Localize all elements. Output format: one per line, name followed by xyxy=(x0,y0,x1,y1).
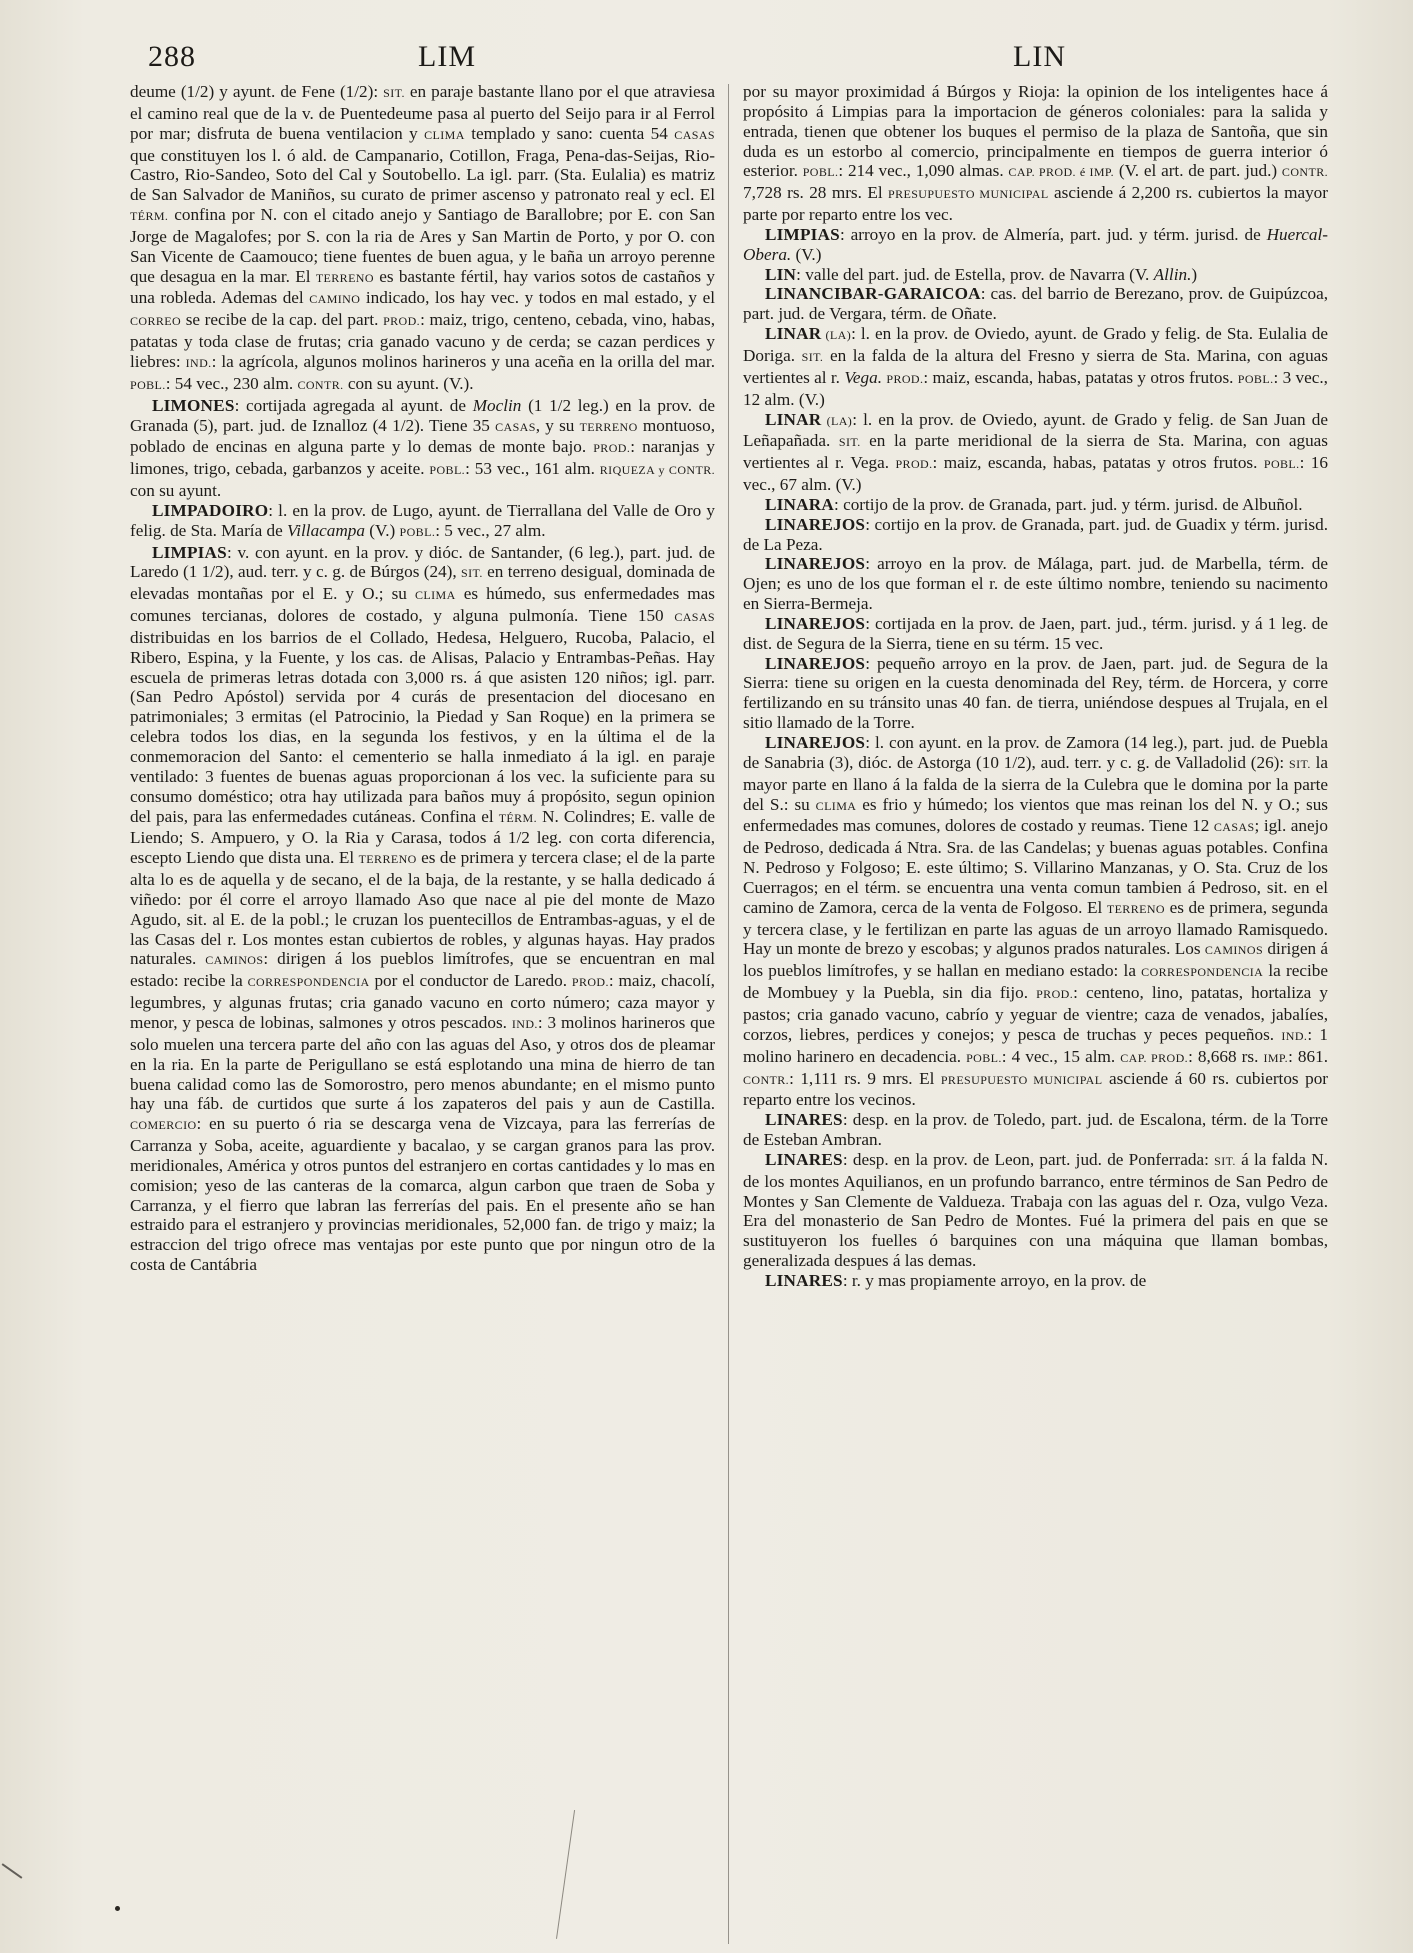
entry-text: con su ayunt. xyxy=(130,481,222,501)
entry-text: por su mayor proximidad á Búrgos y Rioja: la opinion de los inteligentes hace á propósito á Limpias para la importacion de géneros coloniales: para la salida y entrada, tienen que obtener los buques el permiso de la plaza de Santoña, que sin duda es un estorbo al comercio, principalmente en tiempos de guerra interior ó esterior. xyxy=(743,82,1328,181)
entry-text: : desp. en la prov. de Leon, part. jud. de Ponferrada: xyxy=(842,1149,1215,1169)
entry-headword: LINARES xyxy=(765,1270,843,1290)
entry-headword: LINAREJOS xyxy=(765,733,866,752)
entry-abbreviation: POBL. xyxy=(966,1050,1002,1065)
entry-text: : 54 vec., 230 alm. xyxy=(165,373,298,393)
entry-headword: LINANCIBAR-GARAICOA xyxy=(765,284,981,304)
entry-text: : la agrícola, algunos molinos harineros y una aceña en la orilla del mar. xyxy=(211,351,715,371)
entry-text: : l. en la prov. de Lugo, ayunt. de Tierrallana del Valle de Oro y felig. de Sta. María de xyxy=(130,500,715,540)
entry-text: : arroyo en la prov. de Almería, part. jud. y térm. jurisd. de xyxy=(839,224,1267,244)
dictionary-entry xyxy=(743,515,1328,555)
dictionary-entry xyxy=(743,1110,1328,1150)
entry-abbreviation: SIT. xyxy=(383,86,405,100)
entry-text: : r. y mas propiamente arroyo, en la prov. de xyxy=(842,1270,1147,1290)
entry-text: : cortijada agregada al ayunt. de xyxy=(234,395,473,415)
entry-abbreviation: TERRENO xyxy=(315,270,374,285)
continued-entry xyxy=(743,82,1328,225)
entry-abbreviation: POBL. xyxy=(1237,371,1274,386)
entry-text: : maiz, escanda, habas, patatas y otros frutos. xyxy=(923,367,1238,387)
entry-abbreviation: (LA) xyxy=(821,328,852,343)
entry-abbreviation: PRESUPUESTO MUNICIPAL xyxy=(940,1072,1103,1087)
entry-abbreviation: SIT. xyxy=(1289,756,1311,771)
entry-text: : cortijada en la prov. de Jaen, part. jud., térm. jurisd. y á 1 leg. de dist. de Segura de la Sierra, tiene en su térm. 15 vec. xyxy=(743,613,1328,653)
entry-abbreviation: PROD. xyxy=(895,457,933,472)
dictionary-entry xyxy=(743,1271,1328,1291)
entry-text: la mayor parte en llano á la falda de la sierra de la Culebra que le domina por la parte del S.: su xyxy=(743,752,1328,814)
entry-text: : cortijo de la prov. de Granada, part. jud. y térm. jurisd. de Albuñol. xyxy=(834,494,1303,514)
dictionary-entry xyxy=(743,495,1328,515)
entry-text: en terreno desigual, dominada de elevadas montañas por el E. y O.; su xyxy=(130,562,715,604)
entry-headword: LINAREJOS xyxy=(765,653,866,673)
entry-reference: Villacampa xyxy=(287,520,365,540)
entry-abbreviation: PROD. xyxy=(593,441,631,456)
entry-text: : 1 molino harinero en decadencia. xyxy=(743,1024,1328,1066)
entry-text: es bastante fértil, hay varios sotos de castaños y una robleda. Ademas del xyxy=(130,266,715,308)
entry-headword: LINAREJOS xyxy=(765,514,866,534)
entry-text: : centeno, lino, patatas, hortaliza y pastos; cria ganado vacuno, cabrío y yeguar de vientre; caza de venados, jabalíes, corzos, liebres, perdices y conejos; y pesca de truchas y peces pequeños. xyxy=(743,983,1328,1044)
dictionary-entry xyxy=(743,324,1328,409)
entry-abbreviation: PROD. xyxy=(1036,987,1074,1002)
entry-text: : 4 vec., 15 alm. xyxy=(1001,1046,1121,1066)
entry-abbreviation: CAP. PROD. xyxy=(1120,1050,1189,1065)
left-running-head: LIM xyxy=(418,40,476,73)
entry-abbreviation: CAMINOS xyxy=(205,953,264,968)
entry-text: ) xyxy=(1191,264,1198,284)
ink-dot xyxy=(115,1906,120,1911)
entry-text: : desp. en la prov. de Toledo, part. jud. de Escalona, térm. de la Torre de Esteban Ambran. xyxy=(743,1110,1328,1150)
entry-headword: LIMONES xyxy=(152,395,235,415)
entry-abbreviation: CORRESPONDENCIA xyxy=(1141,965,1264,980)
left-column xyxy=(130,82,715,1275)
entry-abbreviation: CASAS xyxy=(495,419,536,434)
entry-text: : v. con ayunt. en la prov. y dióc. de Santander, (6 leg.), part. jud. de Laredo (1 1/2), aud. terr. y c. g. de Búrgos (24), xyxy=(130,542,715,582)
entry-text: se recibe de la cap. del part. xyxy=(181,310,384,330)
entry-text: indicado, los hay vec. y todos en mal estado, y el xyxy=(360,288,715,308)
entry-abbreviation: (LA) xyxy=(821,413,853,428)
entry-text: asciende á 2,200 rs. cubiertos la mayor parte por reparto entre los vec. xyxy=(743,183,1328,225)
entry-abbreviation: TERRENO xyxy=(579,419,638,434)
entry-abbreviation: CLIMA xyxy=(414,588,456,603)
entry-abbreviation: TÉRM. xyxy=(130,209,169,224)
entry-text: : 3 vec., 12 alm. (V.) xyxy=(743,367,1328,409)
page-number: 288 xyxy=(148,40,196,73)
dictionary-entry xyxy=(130,501,715,543)
entry-reference: Moclin xyxy=(472,395,522,415)
entry-abbreviation: CLIMA xyxy=(424,127,465,142)
page-edge-mark xyxy=(2,1863,23,1878)
entry-text: confina por N. con el citado anejo y Santiago de Barallobre; por E. con San Jorge de Magalofes; por S. con la ria de Ares y San Martin de Porto, y por O. con San Vicente de Caamouco; tiene fuentes de buen agua, y le baña un arroyo perenne que desagua en la mar. El xyxy=(130,205,715,286)
entry-abbreviation: TERRENO xyxy=(358,852,417,867)
entry-text: que constituyen los l. ó ald. de Campanario, Cotillon, Fraga, Pena-das-Seijas, Rio-Castro, Rio-Sandeo, Soto del Cal y Soutobello. La igl. parr. (Sta. Eulalia) es matriz de San Salvador de Maniños, su curato de primer ascenso y patronato real y ecl. El xyxy=(130,145,715,205)
entry-text: : en su puerto ó ria se descarga vena de Vizcaya, para las ferrerías de Carranza y Soba, aceite, aguardiente y bacalao, y se cargan granos para las prov. meridionales, América y otros puntos del estranjero en cortas cantidades y lo mas en comision; yeso de las canteras de la comarca, algun carbon que traen de Soba y Carranza, y el fierro que labran las ferrerías del pais. En el presente año se han estraido para el estranjero y provincias meridionales, 52,000 fan. de trigo y maiz; la estraccion del trigo ofrece mas ventajas por este punto que por ningun otro de la costa de Cantábria xyxy=(130,1114,715,1275)
entry-text: : maiz, chacolí, legumbres, y algunas frutas; cria ganado vacuno en corto número; caza mayor y menor, y pesca de lobinas, salmones y otros pescados. xyxy=(130,971,715,1032)
entry-headword: LIMPADOIRO xyxy=(152,500,269,520)
entry-headword: LINARA xyxy=(765,494,835,514)
entry-abbreviation: TERRENO xyxy=(1106,901,1165,916)
entry-abbreviation: IMP. xyxy=(1263,1050,1289,1065)
entry-abbreviation: IND. xyxy=(185,355,212,370)
entry-text: distribuidas en los barrios de el Collado, Hedesa, Helguero, Rucoba, Palacio, el Ribero, Espina, y la Fuente, y los cas. de Alisas, Palacio y Entrambas-Peñas. Hay escuela de primeras letras dotada con 3,000 rs. á que asisten 120 niños; igl. parr. (San Pedro Apóstol) servida por 4 curás de presentacion del diocesano en patrimoniales; 3 ermitas (el Patrocinio, la Piedad y San Roque) en la primera se celebra todos los dias, en la segunda los festivos, y en la última el de la conmemoracion del Santo: el cementerio se halla inmediato á la igl. en paraje ventilado: 3 fuentes de buenas aguas proporcionan á los vec. la suficiente para su consumo doméstico; otra hay utilizada para baños muy á propósito, segun opinion del pais, para las enfermedades cutáneas. Confina el xyxy=(130,627,715,826)
entry-abbreviation: CONTR. xyxy=(1281,165,1328,180)
entry-abbreviation: POBL. xyxy=(399,524,436,539)
entry-text: es frio y húmedo; los vientos que mas reinan los del N. y O.; sus enfermedades mas comunes, dolores de costado y reumas. Tiene 12 xyxy=(743,794,1328,836)
entry-text: : arroyo en la prov. de Málaga, part. jud. de Marbella, térm. de Ojen; es uno de los que forman el r. de este último nombre, teniendo su nacimento en Sierra-Bermeja. xyxy=(743,554,1328,614)
entry-abbreviation: CONTR. xyxy=(297,377,344,392)
entry-reference: Vega. xyxy=(844,367,883,387)
entry-abbreviation: CASAS xyxy=(674,610,715,625)
entry-abbreviation: POBL. xyxy=(130,377,166,392)
entry-abbreviation: SIT. xyxy=(1214,1153,1236,1168)
dictionary-entry xyxy=(130,543,715,1275)
entry-text: 7,728 rs. 28 mrs. El xyxy=(743,183,889,203)
entry-text: : l. en la prov. de Oviedo, ayunt. de Grado y felig. de Sta. Eulalia de Doriga. xyxy=(743,324,1328,365)
entry-text: es de primera, segunda y tercera clase, y le fertilizan en parte las aguas de un arroyo llamado Ramisquedo. Hay un monte de brezo y escobas; y algunos prados naturales. Los xyxy=(743,897,1328,959)
entry-abbreviation: CAMINO xyxy=(309,292,361,307)
entry-abbreviation: CORRESPONDENCIA xyxy=(247,975,370,990)
entry-headword: LINAR xyxy=(765,324,822,344)
entry-text: montuoso, poblado de encinas en alguna parte y lo demas de monte bajo. xyxy=(130,415,716,457)
entry-headword: LINAREJOS xyxy=(765,613,866,633)
entry-text: (V.) xyxy=(365,520,400,540)
entry-abbreviation: CLIMA xyxy=(815,798,857,813)
entry-text: : l. en la prov. de Oviedo, ayunt. de Grado y felig. de San Juan de Leñapañada. xyxy=(743,409,1328,451)
entry-reference: Huercal-Obera. xyxy=(743,224,1328,264)
entry-text: , y su xyxy=(535,415,580,435)
entry-abbreviation: IND. xyxy=(1281,1028,1308,1043)
entry-text: por el conductor de Laredo. xyxy=(369,971,572,991)
right-column xyxy=(743,82,1328,1291)
entry-text: en paraje bastante llano por el que atraviesa el camino real que de la v. de Puentedeume pasa al puerto del Seijo para ir al Ferrol por mar; disfruta de buena ventilacion y xyxy=(130,82,715,143)
entry-headword: LINAR xyxy=(765,409,822,429)
entry-text: asciende á 60 rs. cubiertos por reparto entre los vecinos. xyxy=(743,1068,1329,1110)
pen-mark xyxy=(556,1810,583,1940)
entry-text: : l. con ayunt. en la prov. de Zamora (14 leg.), part. jud. de Puebla de Sanabria (3), dióc. de Astorga (10 1/2), aud. terr. y c. g. de Valladolid (26): xyxy=(743,733,1328,772)
entry-abbreviation: RIQUEZA y CONTR. xyxy=(599,463,715,478)
entry-text: (1 1/2 leg.) en la prov. de Granada (5), part. jud. de Iznalloz (4 1/2). Tiene 35 xyxy=(130,395,715,435)
entry-abbreviation: PRESUPUESTO MUNICIPAL xyxy=(888,187,1049,202)
dictionary-entry xyxy=(743,733,1328,1110)
entry-text: á la falda N. de los montes Aquilianos, en un profundo barranco, entre términos de San Pedro de Montes y San Clemente de Valdueza. Trabaja con las aguas del r. Oza, vulgo Veza. Era del monasterio de San Pedro de Montes. Fué la primera del pais en que se sustituyeron los fuelles ó barquines con una máquina que llaman bombas, generalizada despues á las demas. xyxy=(743,1149,1328,1271)
entry-headword: LIMPIAS xyxy=(152,542,227,562)
entry-text: (V.) xyxy=(791,244,822,264)
entry-abbreviation: CASAS xyxy=(674,127,715,142)
entry-headword: LINARES xyxy=(765,1149,843,1169)
entry-text: templado y sano: cuenta 54 xyxy=(464,123,675,143)
entry-abbreviation: TÉRM. xyxy=(498,810,538,825)
entry-abbreviation: CASAS xyxy=(1213,820,1255,835)
dictionary-entry xyxy=(743,225,1328,265)
entry-text: N. Colindres; E. valle de Liendo; S. Ampuero, y O. la Ria y Carasa, todos á 1/2 leg. con corta diferencia, escepto Liendo que dista una. El xyxy=(130,806,715,868)
dictionary-entry xyxy=(743,410,1328,495)
entry-abbreviation: SIT. xyxy=(461,566,483,581)
dictionary-entry xyxy=(743,1150,1328,1271)
entry-abbreviation: POBL. xyxy=(1263,457,1300,472)
entry-text: : 16 vec., 67 alm. (V.) xyxy=(743,453,1328,495)
entry-text: con su ayunt. (V.). xyxy=(343,373,474,393)
entry-abbreviation: CORREO xyxy=(130,314,182,329)
entry-text: : 1,111 rs. 9 mrs. El xyxy=(789,1068,941,1088)
entry-text: : 214 vec., 1,090 almas. xyxy=(838,161,1009,181)
entry-headword: LIMPIAS xyxy=(765,224,840,244)
entry-abbreviation: IND. xyxy=(511,1016,538,1031)
entry-text: en la falda de la altura del Fresno y sierra de Sta. Marina, con aguas vertientes al r. xyxy=(743,345,1328,387)
entry-text: : 53 vec., 161 alm. xyxy=(465,459,600,479)
dictionary-entry xyxy=(743,284,1328,324)
entry-text: : cas. del barrio de Berezano, prov. de Guipúzcoa, part. jud. de Vergara, térm. de Oñate. xyxy=(743,284,1328,324)
dictionary-entry xyxy=(743,265,1328,285)
entry-text: : naranjas y limones, trigo, cebada, garbanzos y aceite. xyxy=(130,437,715,479)
column-divider xyxy=(728,84,729,1944)
entry-text: la recibe de Mombuey y la Puebla, sin dia fijo. xyxy=(743,961,1328,1003)
entry-text: : maiz, escanda, habas, patatas y otros frutos. xyxy=(932,453,1264,473)
entry-text: : 861. xyxy=(1288,1046,1329,1066)
continued-entry xyxy=(130,82,715,396)
entry-abbreviation: CAMINOS xyxy=(1204,943,1264,958)
entry-text: es húmedo, sus enfermedades mas comunes tercianas, dolores de costado, y alguna pulmonía. Tiene 150 xyxy=(130,584,715,626)
dictionary-entry xyxy=(743,614,1328,654)
entry-headword: LIN xyxy=(765,264,797,284)
dictionary-entry xyxy=(743,654,1328,733)
dictionary-entry xyxy=(130,396,715,501)
entry-text: deume (1/2) y ayunt. de Fene (1/2): xyxy=(130,82,384,101)
entry-text: : dirigen á los pueblos limítrofes, que se encuentran en mal estado: recibe la xyxy=(130,949,715,991)
entry-abbreviation: PROD. xyxy=(383,314,421,329)
entry-abbreviation: CONTR. xyxy=(743,1072,790,1087)
entry-text: ; igl. anejo de Pedroso, dedicada á Ntra. Sra. de las Candelas; y buenas aguas potables. Confina N. Pedroso y Folgoso; E. este último; S. Villarino Manzanas, y O. Sta. Cruz de los Cuerragos; en el térm. se encuentra una venta comun tambien á Pedroso, sit. en el camino de Zamora, cerca de la venta de Folgoso. El xyxy=(743,816,1328,917)
right-running-head: LIN xyxy=(1013,40,1066,73)
entry-text: : valle del part. jud. de Estella, prov. de Navarra (V. xyxy=(796,264,1154,284)
entry-abbreviation: CAP. PROD. é IMP. xyxy=(1008,165,1115,180)
entry-text: dirigen á los pueblos limítrofes, y se hallan en mediano estado: la xyxy=(743,939,1328,981)
entry-text: : 8,668 rs. xyxy=(1188,1046,1264,1066)
entry-text: : cortijo en la prov. de Granada, part. jud. de Guadix y térm. jurisd. de La Peza. xyxy=(743,514,1328,554)
page-header xyxy=(0,40,1413,80)
entry-text: (V. el art. de part. jud.) xyxy=(1114,161,1282,181)
entry-text: : 5 vec., 27 alm. xyxy=(435,520,546,540)
entry-abbreviation: POBL. xyxy=(802,165,839,180)
entry-text: : 3 molinos harineros que solo muelen una tercera parte del año con las aguas del Aso, y otros dos de pleamar en la ria. En la parte de Perigullano se está esplotando una mina de hierro de tan buena calidad como las de Somorostro, pero menos abundante; en el mismo punto hay una fáb. de curtidos que surte á los zapateros del pais y aun de Castilla. xyxy=(130,1012,715,1114)
entry-abbreviation: PROD. xyxy=(571,975,609,990)
entry-text: en la parte meridional de la sierra de Sta. Marina, con aguas vertientes al r. Vega. xyxy=(743,431,1328,473)
entry-text: : pequeño arroyo en la prov. de Jaen, part. jud. de Segura de la Sierra: tiene su origen en la cuesta denominada del Rey, térm. de Horcera, y corre fertilizando en su tránsito unas 40 fan. de tierra, uniéndose despues al Trujala, en el sitio llamado de la Torre. xyxy=(743,653,1328,733)
entry-headword: LINAREJOS xyxy=(765,554,866,574)
entry-abbreviation: POBL. xyxy=(429,463,466,478)
entry-abbreviation: SIT. xyxy=(838,435,861,450)
dictionary-entry xyxy=(743,554,1328,614)
entry-abbreviation: PROD. xyxy=(886,371,924,386)
entry-reference: Allin. xyxy=(1153,264,1192,284)
entry-abbreviation: COMERCIO xyxy=(130,1118,197,1133)
entry-text: : maiz, trigo, centeno, cebada, vino, habas, patatas y toda clase de frutas; cria ganado vacuno y de cerda; se cazan perdices y liebres: xyxy=(130,310,715,371)
entry-abbreviation: SIT. xyxy=(801,349,824,364)
entry-headword: LINARES xyxy=(765,1110,843,1130)
entry-text: es de primera y tercera clase; el de la parte alta lo es de aquella y de secano, el de la baja, de la restante, y se halla dedicado á viñedo: por él corre el arroyo llamado Aso que nace al pie del monte de Mazo Agudo, sit. al E. de la pobl.; le cruzan los puentecillos de Entrambas-aguas, y el de las Casas del r. Los montes estan cubiertos de robles, y algunas hayas. Hay prados naturales. xyxy=(130,848,715,969)
